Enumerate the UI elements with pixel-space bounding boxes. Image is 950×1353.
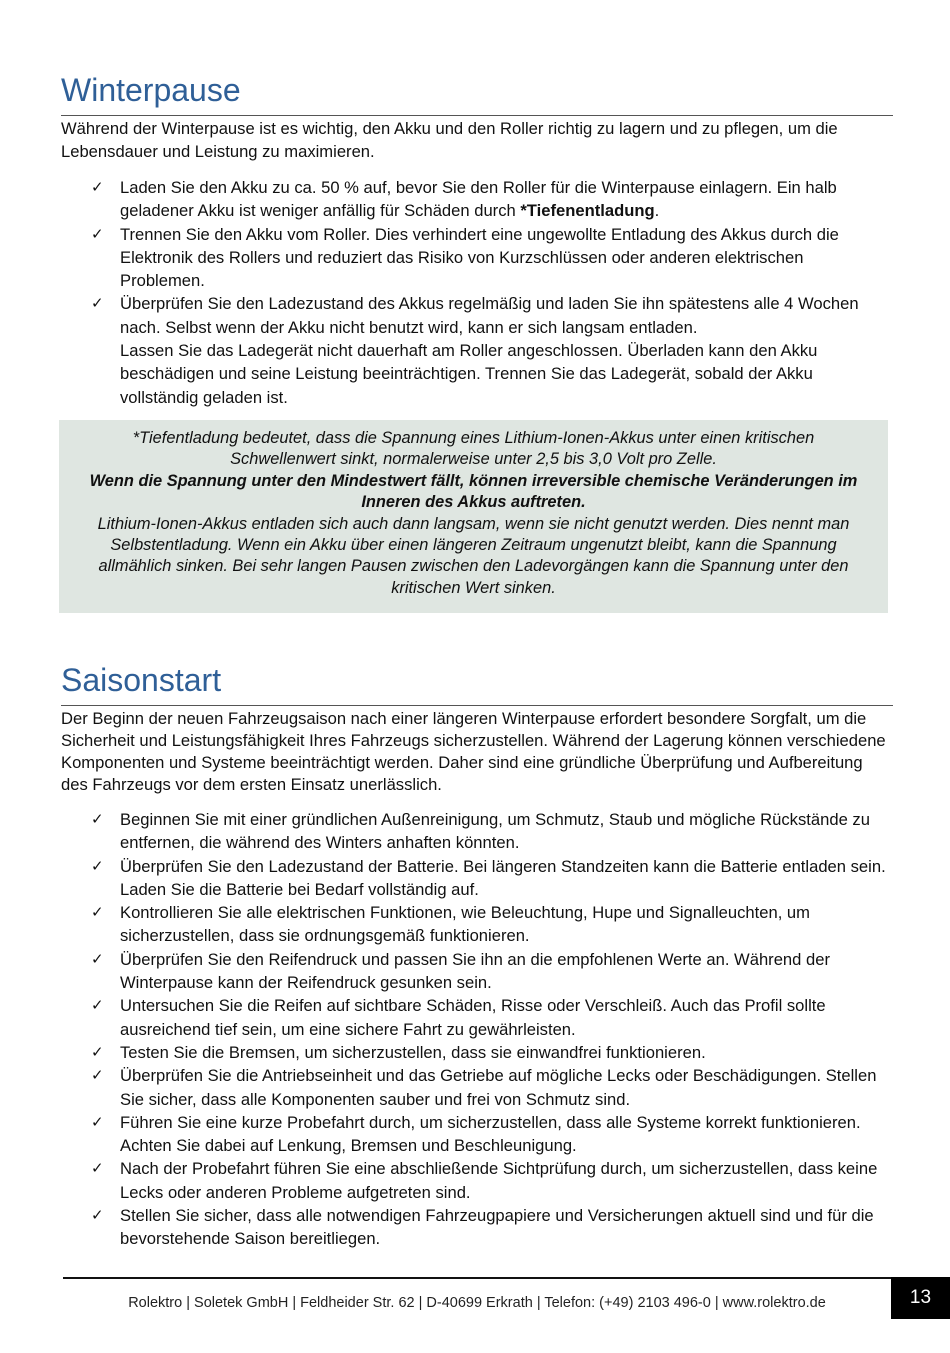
list-item bbox=[0, 1041, 890, 1064]
saisonstart-checklist bbox=[0, 808, 950, 1251]
list-item bbox=[0, 994, 890, 1041]
note-definition: *Tiefentladung bedeutet, dass die Spannung eines Lithium-Ionen-Akkus unter einen kritischen Schwellenwert sinkt, normalerweise unter 2,5 bis 3,0 Volt pro Zelle. bbox=[132, 429, 815, 469]
list-item bbox=[0, 1157, 890, 1204]
note-warning bbox=[83, 471, 864, 514]
checkmark-icon: ✓ bbox=[91, 224, 104, 243]
checkmark-icon: ✓ bbox=[91, 810, 104, 828]
list-item-text: Führen Sie eine kurze Probefahrt durch, um sicherzustellen, dass alle Systeme korrekt funktionieren. Achten Sie dabei auf Lenkung, Bremsen und Beschleunigung. bbox=[120, 1112, 861, 1156]
list-item-text: Kontrollieren Sie alle elektrischen Funktionen, wie Beleuchtung, Hupe und Signalleuchten, um sicherzustellen, dass sie ordnungsgemäß funktionieren. bbox=[120, 903, 810, 946]
list-item-text: Überprüfen Sie den Ladezustand der Batterie. Bei längeren Standzeiten kann die Batterie entladen sein. Laden Sie die Batterie bei Bedarf vollständig auf. bbox=[120, 856, 886, 899]
list-item-text: Lassen Sie das Ladegerät nicht dauerhaft am Roller angeschlossen. Überladen kann den Akku beschädigen und seine Leistung beeinträchtigen. Trennen Sie das Ladegerät, sobald der Akku vollständig geladen ist. bbox=[120, 341, 818, 407]
list-item bbox=[0, 901, 890, 948]
list-item-text: Trennen Sie den Akku vom Roller. Dies verhindert eine ungewollte Entladung des Akkus durch die Elektronik des Rollers und reduziert das Risiko von Kurzschlüssen oder anderen elektrischen Problemen. bbox=[120, 224, 839, 291]
footer-divider bbox=[63, 1277, 891, 1279]
checkmark-icon: ✓ bbox=[91, 1066, 104, 1085]
checkmark-icon: ✓ bbox=[91, 949, 104, 968]
list-item bbox=[0, 1064, 890, 1111]
checkmark-icon: ✓ bbox=[91, 294, 104, 313]
list-item-text: Überprüfen Sie den Reifendruck und passen Sie ihn an die empfohlenen Werte an. Während der Winterpause kann der Reifendruck gesunken sein. bbox=[120, 949, 830, 993]
footer-contact: Rolektro | Soletek GmbH | Feldheider Str. 62 | D-40699 Erkrath | Telefon: (+49) 2103 496-0 | www.rolektro.de bbox=[128, 1295, 826, 1311]
list-item-text: Untersuchen Sie die Reifen auf sichtbare Schäden, Risse oder Verschleiß. Auch das Profil sollte ausreichend tief sein, um eine sichere Fahrt zu gewährleisten. bbox=[120, 996, 826, 1039]
list-item-text: Stellen Sie sicher, dass alle notwendigen Fahrzeugpapiere und Versicherungen aktuell sind und für die bevorstehende Saison bereitliegen. bbox=[120, 1206, 874, 1249]
list-item-text: Überprüfen Sie den Ladezustand des Akkus regelmäßig und laden Sie ihn spätestens alle 4 Wochen nach. Selbst wenn der Akku nicht benutzt wird, kann er sich langsam entladen. bbox=[120, 294, 859, 337]
list-item-text-end: . bbox=[654, 201, 660, 221]
checkmark-icon: ✓ bbox=[91, 856, 104, 875]
list-item bbox=[0, 855, 890, 902]
saisonstart-intro: Der Beginn der neuen Fahrzeugsaison nach einer längeren Winterpause erfordert besondere Sorgfalt, um die Sicherheit und Leistungsfähigkeit Ihres Fahrzeugs sicherzustellen. Während der Lagerung können verschiedene Komponenten und Systeme beeinträchtigt werden. Daher sind eine gründliche Überprüfung und Aufbereitung des Fahrzeugs vor dem ersten Einsatz unerlässlich. bbox=[61, 709, 886, 794]
list-item bbox=[0, 808, 890, 855]
list-item bbox=[0, 339, 890, 409]
winterpause-checklist bbox=[0, 176, 950, 409]
list-item bbox=[0, 223, 890, 293]
section-title-winterpause: Winterpause bbox=[61, 71, 893, 116]
list-item-text: Überprüfen Sie die Antriebseinheit und das Getriebe auf mögliche Lecks oder Beschädigungen. Stellen Sie sicher, dass alle Komponenten sauber und frei von Schmutz sind. bbox=[120, 1066, 877, 1109]
list-item-text: Beginnen Sie mit einer gründlichen Außenreinigung, um Schmutz, Staub und mögliche Rückstände zu entfernen, die während des Winters anhaften könnten. bbox=[120, 810, 870, 853]
list-item-text: Laden Sie den Akku zu ca. 50 % auf, bevor Sie den Roller für die Winterpause einlagern. Ein halb geladener Akku ist weniger anfällig für Schäden durch bbox=[120, 178, 837, 221]
checkmark-icon: ✓ bbox=[91, 1206, 104, 1225]
deep-discharge-note bbox=[59, 420, 888, 613]
section-title-saisonstart: Saisonstart bbox=[61, 661, 893, 706]
list-item bbox=[0, 1204, 890, 1251]
list-item-text: Nach der Probefahrt führen Sie eine abschließende Sichtprüfung durch, um sicherzustellen, dass keine Lecks oder anderen Probleme aufgetreten sind. bbox=[120, 1159, 878, 1202]
checkmark-icon: ✓ bbox=[91, 903, 104, 922]
list-item bbox=[0, 1111, 890, 1158]
checkmark-icon: ✓ bbox=[91, 1159, 104, 1178]
note-self-discharge: Lithium-Ionen-Akkus entladen sich auch dann langsam, wenn sie nicht genutzt werden. Dies nennt man Selbstentladung. Wenn ein Akku über einen längeren Zeitraum ungenutzt bleibt, kann die Spannung allmählich sinken. Bei sehr langen Pausen zwischen den Ladevorgängen kann die Spannung unter den kritischen Wert sinken. bbox=[97, 514, 850, 597]
checkmark-icon: ✓ bbox=[91, 1042, 104, 1061]
note-warning-text: Wenn die Spannung unter den Mindestwert fällt, können irreversible chemische Veränderungen im Inneren des Akkus auftreten. bbox=[89, 471, 858, 512]
list-item bbox=[0, 292, 890, 339]
page-number: 13 bbox=[891, 1277, 950, 1319]
list-item-bold: *Tiefenentladung bbox=[520, 201, 655, 221]
list-item bbox=[0, 176, 890, 223]
list-item bbox=[0, 948, 890, 995]
winterpause-intro: Während der Winterpause ist es wichtig, den Akku und den Roller richtig zu lagern und zu pflegen, um die Lebensdauer und Leistung zu maximieren. bbox=[61, 119, 838, 161]
checkmark-icon: ✓ bbox=[91, 996, 104, 1015]
list-item-text: Testen Sie die Bremsen, um sicherzustellen, dass sie einwandfrei funktionieren. bbox=[120, 1042, 706, 1062]
checkmark-icon: ✓ bbox=[91, 178, 104, 196]
checkmark-icon: ✓ bbox=[91, 1112, 104, 1131]
